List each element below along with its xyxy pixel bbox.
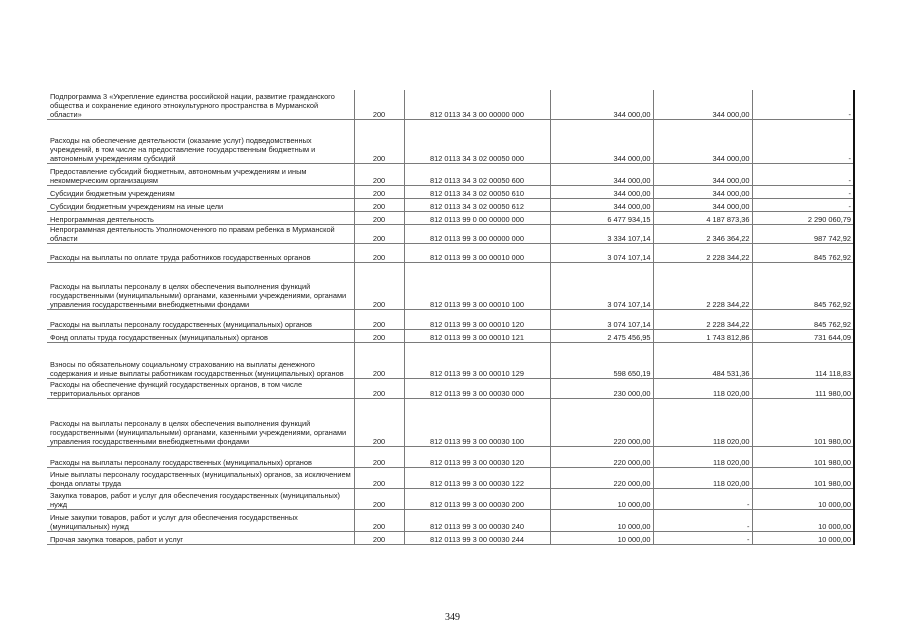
row-executed-amount: 484 531,36 (653, 342, 752, 378)
row-admin-code: 200 (354, 488, 404, 509)
table-row (47, 198, 854, 211)
row-executed-amount: 118 020,00 (653, 446, 752, 467)
row-budget-classification-code: 812 0113 99 3 00 00010 129 (404, 342, 550, 378)
row-unexecuted-amount: 10 000,00 (752, 531, 854, 544)
row-description: Субсидии бюджетным учреждениям (47, 185, 354, 198)
row-executed-amount: 4 187 873,36 (653, 211, 752, 224)
row-unexecuted-amount: 2 290 060,79 (752, 211, 854, 224)
row-unexecuted-amount: 101 980,00 (752, 446, 854, 467)
row-approved-amount: 220 000,00 (550, 467, 653, 488)
row-executed-amount: - (653, 509, 752, 531)
row-admin-code: 200 (354, 243, 404, 262)
row-description: Фонд оплаты труда государственных (муниципальных) органов (47, 329, 354, 342)
row-description: Непрограммная деятельность (47, 211, 354, 224)
row-admin-code: 200 (354, 211, 404, 224)
table-row (47, 243, 854, 262)
row-description: Взносы по обязательному социальному страхованию на выплаты денежного содержания и иные выплаты работникам государственных (муниципальных) органов (47, 342, 354, 378)
row-unexecuted-amount: - (752, 163, 854, 185)
row-approved-amount: 10 000,00 (550, 531, 653, 544)
row-admin-code: 200 (354, 531, 404, 544)
row-approved-amount: 344 000,00 (550, 119, 653, 163)
row-unexecuted-amount: 731 644,09 (752, 329, 854, 342)
row-description: Иные выплаты персоналу государственных (муниципальных) органов, за исключением фонда оплаты труда (47, 467, 354, 488)
row-budget-classification-code: 812 0113 99 3 00 00030 200 (404, 488, 550, 509)
row-executed-amount: - (653, 488, 752, 509)
row-admin-code: 200 (354, 398, 404, 446)
row-approved-amount: 220 000,00 (550, 446, 653, 467)
row-unexecuted-amount: - (752, 185, 854, 198)
row-admin-code: 200 (354, 185, 404, 198)
row-description: Расходы на выплаты персоналу в целях обеспечения выполнения функций государственными (муниципальными) органами, казенными учреждениями, органами управления государственными внебюджетными фондами (47, 262, 354, 309)
table-row (47, 467, 854, 488)
row-executed-amount: 344 000,00 (653, 119, 752, 163)
row-description: Предоставление субсидий бюджетным, автономным учреждениям и иным некоммерческим организациям (47, 163, 354, 185)
table-row (47, 211, 854, 224)
row-unexecuted-amount: - (752, 198, 854, 211)
table-row (47, 488, 854, 509)
row-approved-amount: 344 000,00 (550, 163, 653, 185)
row-unexecuted-amount: 101 980,00 (752, 467, 854, 488)
row-approved-amount: 3 334 107,14 (550, 224, 653, 243)
row-unexecuted-amount: - (752, 119, 854, 163)
table-row (47, 531, 854, 544)
row-admin-code: 200 (354, 309, 404, 329)
table-row (47, 262, 854, 309)
row-executed-amount: 1 743 812,86 (653, 329, 752, 342)
row-unexecuted-amount: 845 762,92 (752, 262, 854, 309)
row-unexecuted-amount: 111 980,00 (752, 378, 854, 398)
row-admin-code: 200 (354, 509, 404, 531)
table-row (47, 163, 854, 185)
row-executed-amount: 344 000,00 (653, 185, 752, 198)
table-row (47, 398, 854, 446)
row-budget-classification-code: 812 0113 99 3 00 00030 244 (404, 531, 550, 544)
row-budget-classification-code: 812 0113 99 3 00 00010 121 (404, 329, 550, 342)
row-budget-classification-code: 812 0113 99 3 00 00030 122 (404, 467, 550, 488)
row-unexecuted-amount: 987 742,92 (752, 224, 854, 243)
row-unexecuted-amount: 845 762,92 (752, 309, 854, 329)
row-budget-classification-code: 812 0113 99 3 00 00000 000 (404, 224, 550, 243)
row-description: Расходы на обеспечение деятельности (оказание услуг) подведомственных учреждений, в том числе на предоставление государственным бюджетным и автономным учреждениям субсидий (47, 119, 354, 163)
row-budget-classification-code: 812 0113 34 3 02 00050 000 (404, 119, 550, 163)
row-unexecuted-amount: - (752, 90, 854, 119)
row-budget-classification-code: 812 0113 99 3 00 00030 120 (404, 446, 550, 467)
table-row (47, 119, 854, 163)
row-unexecuted-amount: 114 118,83 (752, 342, 854, 378)
row-admin-code: 200 (354, 446, 404, 467)
row-executed-amount: 2 228 344,22 (653, 262, 752, 309)
row-approved-amount: 10 000,00 (550, 509, 653, 531)
row-admin-code: 200 (354, 198, 404, 211)
row-admin-code: 200 (354, 262, 404, 309)
row-approved-amount: 2 475 456,95 (550, 329, 653, 342)
row-executed-amount: 2 346 364,22 (653, 224, 752, 243)
row-executed-amount: 118 020,00 (653, 378, 752, 398)
row-description: Расходы на выплаты персоналу государственных (муниципальных) органов (47, 446, 354, 467)
row-description: Прочая закупка товаров, работ и услуг (47, 531, 354, 544)
row-approved-amount: 230 000,00 (550, 378, 653, 398)
table-row (47, 90, 854, 119)
row-approved-amount: 3 074 107,14 (550, 309, 653, 329)
row-admin-code: 200 (354, 342, 404, 378)
row-approved-amount: 344 000,00 (550, 185, 653, 198)
row-executed-amount: 118 020,00 (653, 398, 752, 446)
row-budget-classification-code: 812 0113 99 0 00 00000 000 (404, 211, 550, 224)
row-description: Расходы на выплаты персоналу государственных (муниципальных) органов (47, 309, 354, 329)
table-row (47, 329, 854, 342)
row-approved-amount: 598 650,19 (550, 342, 653, 378)
row-admin-code: 200 (354, 90, 404, 119)
row-admin-code: 200 (354, 119, 404, 163)
row-admin-code: 200 (354, 224, 404, 243)
row-budget-classification-code: 812 0113 34 3 02 00050 610 (404, 185, 550, 198)
row-description: Закупка товаров, работ и услуг для обеспечения государственных (муниципальных) нужд (47, 488, 354, 509)
row-approved-amount: 220 000,00 (550, 398, 653, 446)
row-admin-code: 200 (354, 378, 404, 398)
row-description: Субсидии бюджетным учреждениям на иные цели (47, 198, 354, 211)
row-unexecuted-amount: 10 000,00 (752, 488, 854, 509)
table-row (47, 378, 854, 398)
row-budget-classification-code: 812 0113 34 3 02 00050 612 (404, 198, 550, 211)
row-budget-classification-code: 812 0113 99 3 00 00010 100 (404, 262, 550, 309)
table-body (47, 90, 854, 544)
row-approved-amount: 3 074 107,14 (550, 262, 653, 309)
row-executed-amount: 118 020,00 (653, 467, 752, 488)
row-description: Иные закупки товаров, работ и услуг для обеспечения государственных (муниципальных) нужд (47, 509, 354, 531)
row-budget-classification-code: 812 0113 34 3 02 00050 600 (404, 163, 550, 185)
row-budget-classification-code: 812 0113 99 3 00 00010 000 (404, 243, 550, 262)
row-approved-amount: 3 074 107,14 (550, 243, 653, 262)
page-number: 349 (445, 612, 460, 623)
row-executed-amount: 2 228 344,22 (653, 243, 752, 262)
row-admin-code: 200 (354, 163, 404, 185)
row-budget-classification-code: 812 0113 99 3 00 00030 240 (404, 509, 550, 531)
row-admin-code: 200 (354, 467, 404, 488)
row-approved-amount: 344 000,00 (550, 90, 653, 119)
row-description: Расходы на выплаты персоналу в целях обеспечения выполнения функций государственными (муниципальными) органами, казенными учреждениями, органами управления государственными внебюджетными фондами (47, 398, 354, 446)
row-description: Расходы на выплаты по оплате труда работников государственных органов (47, 243, 354, 262)
row-approved-amount: 10 000,00 (550, 488, 653, 509)
table-row (47, 509, 854, 531)
row-description: Непрограммная деятельность Уполномоченного по правам ребенка в Мурманской области (47, 224, 354, 243)
row-admin-code: 200 (354, 329, 404, 342)
row-budget-classification-code: 812 0113 99 3 00 00010 120 (404, 309, 550, 329)
budget-execution-table (47, 90, 855, 545)
row-unexecuted-amount: 101 980,00 (752, 398, 854, 446)
table-row (47, 224, 854, 243)
row-budget-classification-code: 812 0113 34 3 00 00000 000 (404, 90, 550, 119)
row-executed-amount: 344 000,00 (653, 198, 752, 211)
row-executed-amount: 344 000,00 (653, 163, 752, 185)
row-budget-classification-code: 812 0113 99 3 00 00030 100 (404, 398, 550, 446)
table-row (47, 185, 854, 198)
row-approved-amount: 6 477 934,15 (550, 211, 653, 224)
row-description: Подпрограмма 3 «Укрепление единства российской нации, развитие гражданского общества и сохранение единого этнокультурного пространства в Мурманской области» (47, 90, 354, 119)
table-row (47, 446, 854, 467)
table-row (47, 309, 854, 329)
row-approved-amount: 344 000,00 (550, 198, 653, 211)
row-budget-classification-code: 812 0113 99 3 00 00030 000 (404, 378, 550, 398)
row-description: Расходы на обеспечение функций государственных органов, в том числе территориальных органов (47, 378, 354, 398)
table-row (47, 342, 854, 378)
row-unexecuted-amount: 10 000,00 (752, 509, 854, 531)
row-unexecuted-amount: 845 762,92 (752, 243, 854, 262)
row-executed-amount: - (653, 531, 752, 544)
row-executed-amount: 2 228 344,22 (653, 309, 752, 329)
row-executed-amount: 344 000,00 (653, 90, 752, 119)
